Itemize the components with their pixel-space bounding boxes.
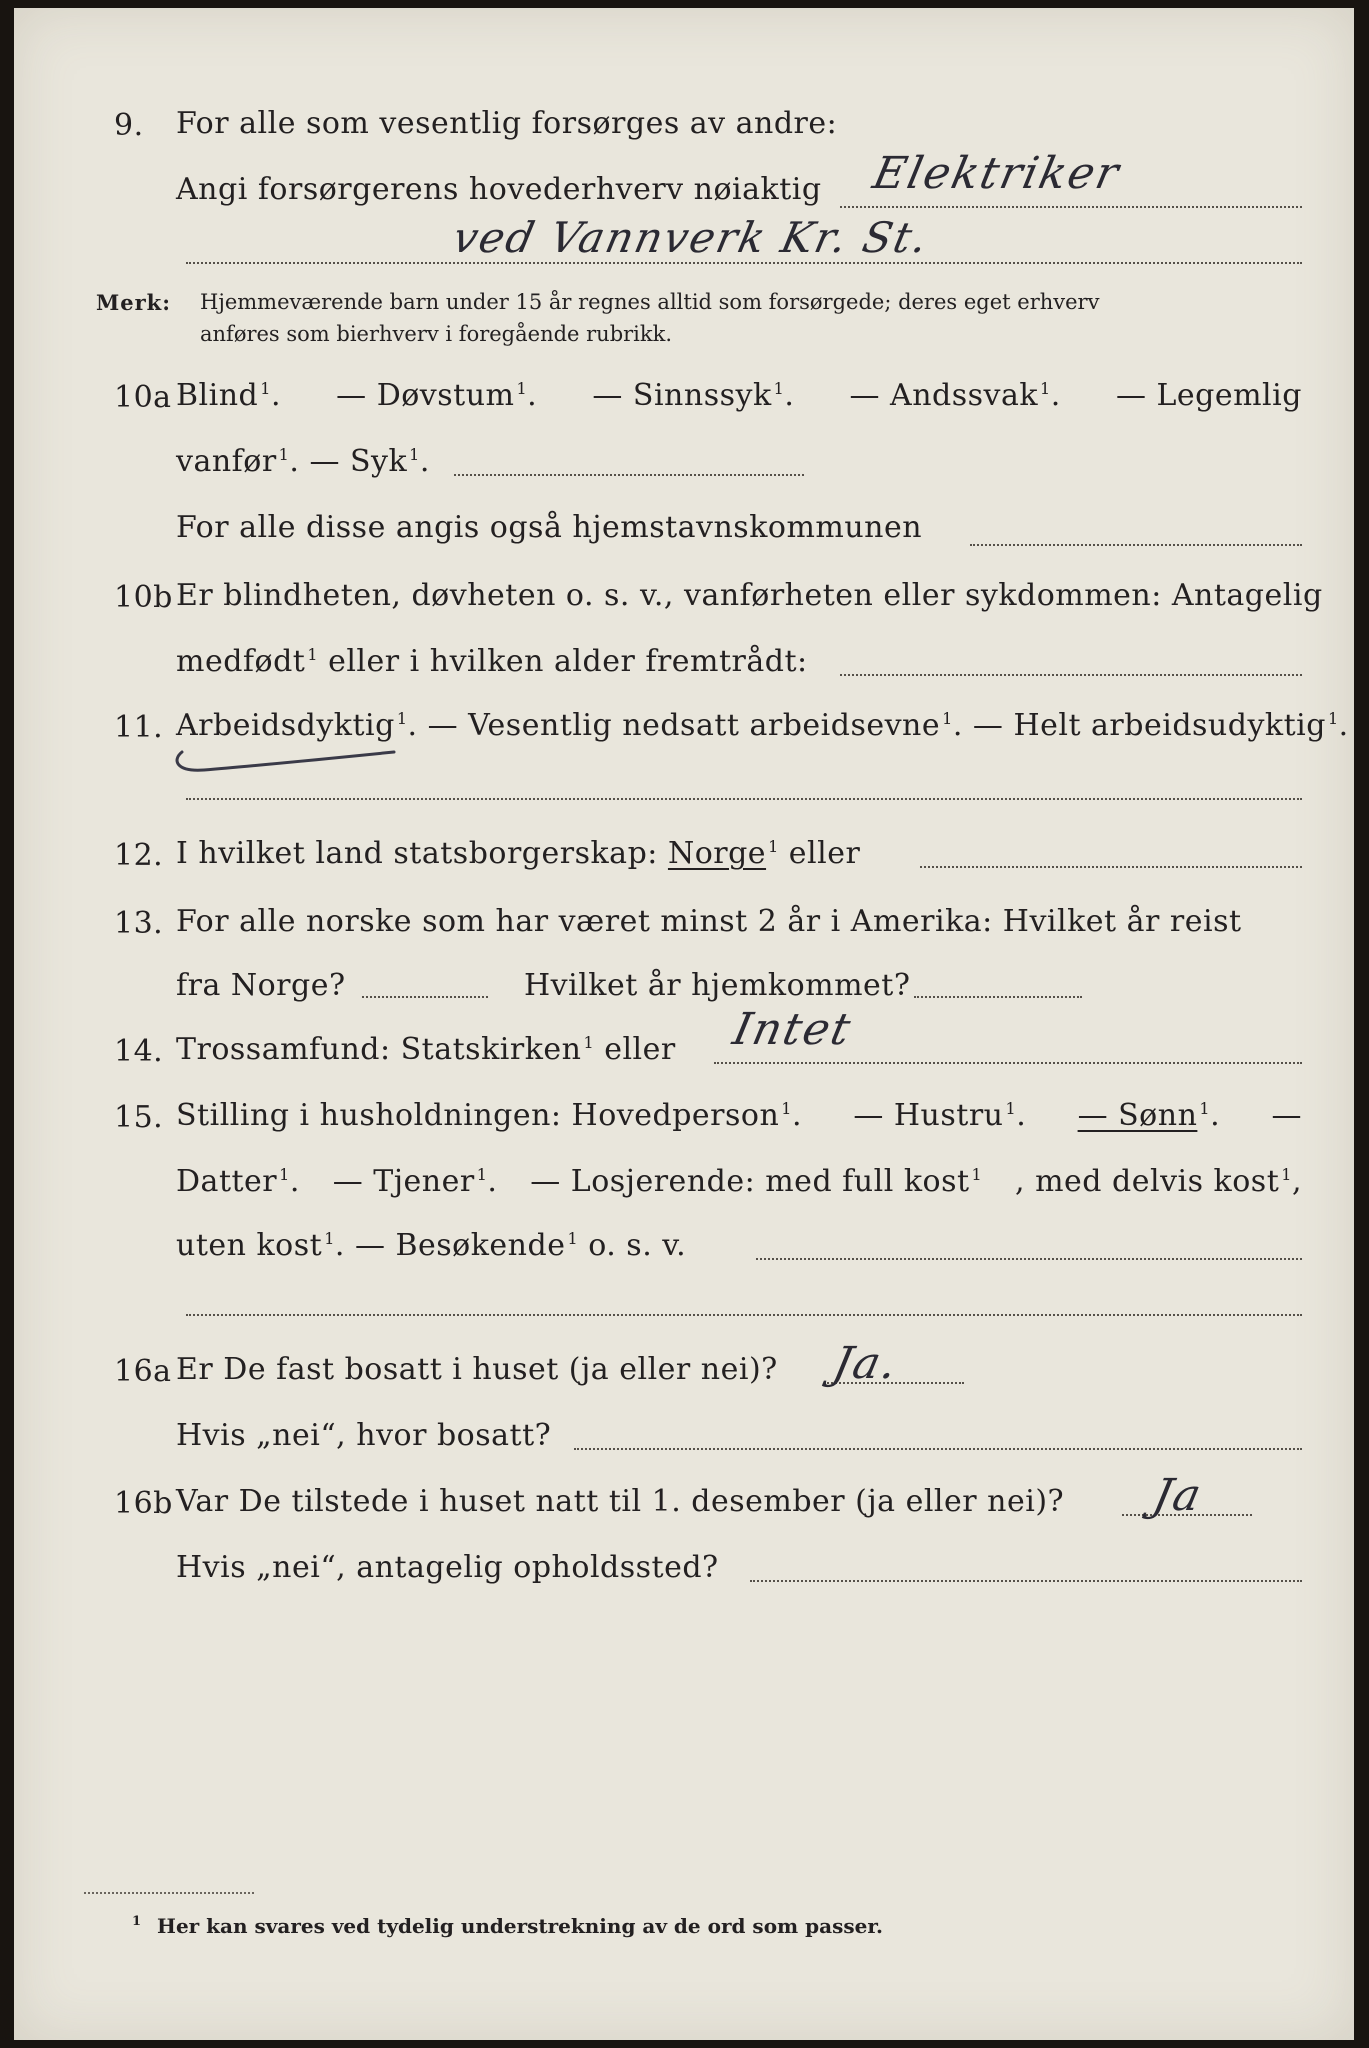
q15-answer-line	[756, 1258, 1302, 1260]
q11-line: Arbeidsdyktig $^1$. — Vesentlig nedsatt arbeidsevne $^1$. — Helt arbeidsudyktig $^1$.	[176, 708, 1349, 743]
q10a-syk-line	[454, 474, 804, 476]
q10a-dovstum-label: — Døvstum	[336, 378, 515, 413]
footnote-text: Her kan svares ved tydelig understrekning av de ord som passer.	[157, 1914, 884, 1938]
q15-sonn-label: — Sønn	[1077, 1098, 1198, 1133]
q16a-line1: Er De fast bosatt i huset (ja eller nei)?	[176, 1352, 778, 1387]
q16b-opholdssted-line	[750, 1580, 1302, 1582]
q15-number: 15.	[114, 1100, 164, 1135]
q10a-line1	[176, 378, 1302, 413]
q10a-blind: Blind $^1$.	[176, 378, 281, 413]
q13-line2	[176, 968, 1302, 1003]
q10b-medfodt: medfødt	[176, 644, 306, 679]
q13-fra-norge: fra Norge?	[176, 968, 346, 1003]
q10a-dovstum: — Døvstum $^1$.	[336, 378, 538, 413]
sup: 1	[307, 645, 319, 664]
footnote	[132, 1914, 883, 1938]
q10b-number: 10b	[114, 580, 173, 615]
sup: 1	[278, 445, 290, 464]
merk-label: Merk:	[96, 290, 171, 315]
q10a-blind-label: Blind	[176, 378, 259, 413]
q15-delvis-kost	[1015, 1164, 1302, 1199]
q9-handwritten-answer1: Elektriker	[868, 148, 1125, 199]
q15-besokende: — Besøkende	[354, 1228, 566, 1263]
q12-norge: Norge	[667, 836, 767, 871]
q14-text: Trossamfund: Statskirken	[176, 1032, 582, 1067]
q12-text: I hvilket land statsborgerskap:	[176, 836, 658, 871]
q10a-vanfor: vanfør	[176, 444, 277, 479]
q15-datter-label: Datter	[176, 1164, 278, 1199]
q15-full-kost-label: — Losjerende: med full kost	[530, 1164, 970, 1199]
q10a-hjemstavn-line	[970, 544, 1302, 546]
q15-comma: ,	[1291, 1164, 1302, 1199]
q15-answer-line2	[186, 1314, 1302, 1316]
q10a-legemlig: — Legemlig	[1115, 378, 1302, 413]
q16a-handwritten-answer: Ja.	[828, 1338, 904, 1389]
q10a-syk: — Syk	[309, 444, 408, 479]
q15-line1	[176, 1098, 1302, 1133]
q14-eller: eller	[604, 1032, 676, 1067]
q15-hustru-label: — Hustru	[853, 1098, 1004, 1133]
q11-arbeidsdyktig: Arbeidsdyktig	[176, 708, 395, 743]
sup: 1	[1005, 1099, 1017, 1118]
q15-hovedperson: Stilling i husholdningen: Hovedperson $^1$.	[176, 1098, 802, 1133]
sup: 1	[1199, 1099, 1211, 1118]
sup: 1	[1327, 709, 1339, 728]
q15-delvis-kost-label: , med delvis kost	[1015, 1164, 1280, 1199]
q15-line2	[176, 1164, 1302, 1199]
q9-answer-line	[840, 206, 1302, 208]
sup: 1	[260, 379, 271, 398]
q14-handwritten-answer: Intet	[728, 1004, 857, 1055]
q10b-answer-line	[840, 674, 1302, 676]
q15-full-kost	[530, 1164, 982, 1199]
sup: 1	[1281, 1165, 1292, 1184]
census-form-page	[14, 8, 1354, 2040]
sup: 1	[583, 1033, 595, 1052]
q16b-number: 16b	[114, 1486, 173, 1521]
sup: 1	[324, 1229, 335, 1248]
q16b-line1: Var De tilstede i huset natt til 1. desember (ja eller nei)?	[176, 1484, 1065, 1519]
sup: 1	[476, 1165, 488, 1184]
q10a-andssvak-label: — Andssvak	[849, 378, 1039, 413]
q15-line3: uten kost $^1$. — Besøkende $^1$ o. s. v.	[176, 1228, 687, 1263]
sup: 1	[781, 1099, 792, 1118]
q10a-sinnssyk-label: — Sinnssyk	[592, 378, 772, 413]
q10a-andssvak: — Andssvak $^1$.	[849, 378, 1061, 413]
q16a-number: 16a	[114, 1354, 172, 1389]
q11-number: 11.	[114, 710, 164, 745]
q13-hjemkommet: Hvilket år hjemkommet?	[524, 968, 911, 1003]
q12-number: 12.	[114, 838, 164, 873]
q10a-sinnssyk: — Sinnssyk $^1$.	[592, 378, 795, 413]
q12-eller: eller	[788, 836, 861, 871]
q16a-line2: Hvis „nei“, hvor bosatt?	[176, 1418, 552, 1453]
q13-reist-line	[362, 996, 488, 998]
q14-number: 14.	[114, 1034, 164, 1069]
q16b-handwritten-answer: Ja	[1148, 1470, 1208, 1521]
q13-number: 13.	[114, 906, 164, 941]
q11-nedsatt: — Vesentlig nedsatt arbeidsevne	[427, 708, 941, 743]
q15-hovedperson-label: Stilling i husholdningen: Hovedperson	[176, 1098, 780, 1133]
sup: 1	[971, 1165, 983, 1184]
q15-tjener: — Tjener $^1$.	[332, 1164, 498, 1199]
sup: 1	[567, 1229, 579, 1248]
q9-line2: Angi forsørgerens hovederhverv nøiaktig	[176, 172, 822, 207]
q15-tjener-label: — Tjener	[332, 1164, 475, 1199]
sup: 1	[516, 379, 528, 398]
sup: 1	[773, 379, 785, 398]
q13-line1: For alle norske som har været minst 2 år i Amerika: Hvilket år reist	[176, 904, 1242, 939]
q10a-number: 10a	[114, 380, 172, 415]
q10b-alder: eller i hvilken alder fremtrådt:	[328, 644, 808, 679]
q15-hustru: — Hustru $^1$.	[853, 1098, 1027, 1133]
q9-answer-line2	[186, 262, 1302, 264]
q9-handwritten-answer2: ved Vannverk Kr. St.	[448, 213, 934, 262]
merk-line2: anføres som bierhverv i foregående rubrikk.	[200, 322, 673, 346]
sup: 1	[279, 1165, 290, 1184]
q14-answer-line	[714, 1062, 1302, 1064]
q13-hjemkommet-line	[914, 996, 1082, 998]
q15-uten-kost: uten kost	[176, 1228, 323, 1263]
sup: 1	[942, 709, 953, 728]
q12-answer-line	[920, 866, 1302, 868]
q10a-line3: For alle disse angis også hjemstavnskommunen	[176, 510, 923, 545]
q10b-line1: Er blindheten, døvheten o. s. v., vanførheten eller sykdommen: Antagelig	[176, 578, 1323, 613]
sup: 1	[396, 709, 408, 728]
q16a-bosatt-line	[574, 1448, 1302, 1450]
merk-note	[96, 290, 1304, 346]
q10a-line2: vanfør $^1$. — Syk $^1$.	[176, 444, 430, 479]
q15-datter: Datter $^1$.	[176, 1164, 300, 1199]
q11-udyktig: — Helt arbeidsudyktig	[972, 708, 1326, 743]
footnote-mark: 1	[132, 1914, 142, 1930]
sup: 1	[768, 837, 779, 856]
footnote-rule	[84, 1892, 254, 1894]
q9-line1: For alle som vesentlig forsørges av andre:	[176, 106, 838, 141]
q9-number: 9.	[114, 108, 144, 143]
q15-dash: —	[1271, 1098, 1302, 1133]
merk-line1: Hjemmeværende barn under 15 år regnes alltid som forsørgede; deres eget erhverv	[200, 290, 1100, 314]
q11-handwritten-underline	[164, 738, 404, 778]
q11-answer-line	[186, 798, 1302, 800]
q15-sonn: — Sønn $^1$.	[1077, 1098, 1221, 1133]
q15-osv: o. s. v.	[588, 1228, 687, 1263]
sup: 1	[1040, 379, 1051, 398]
q16b-line2: Hvis „nei“, antagelig opholdssted?	[176, 1550, 719, 1585]
sup: 1	[409, 445, 420, 464]
